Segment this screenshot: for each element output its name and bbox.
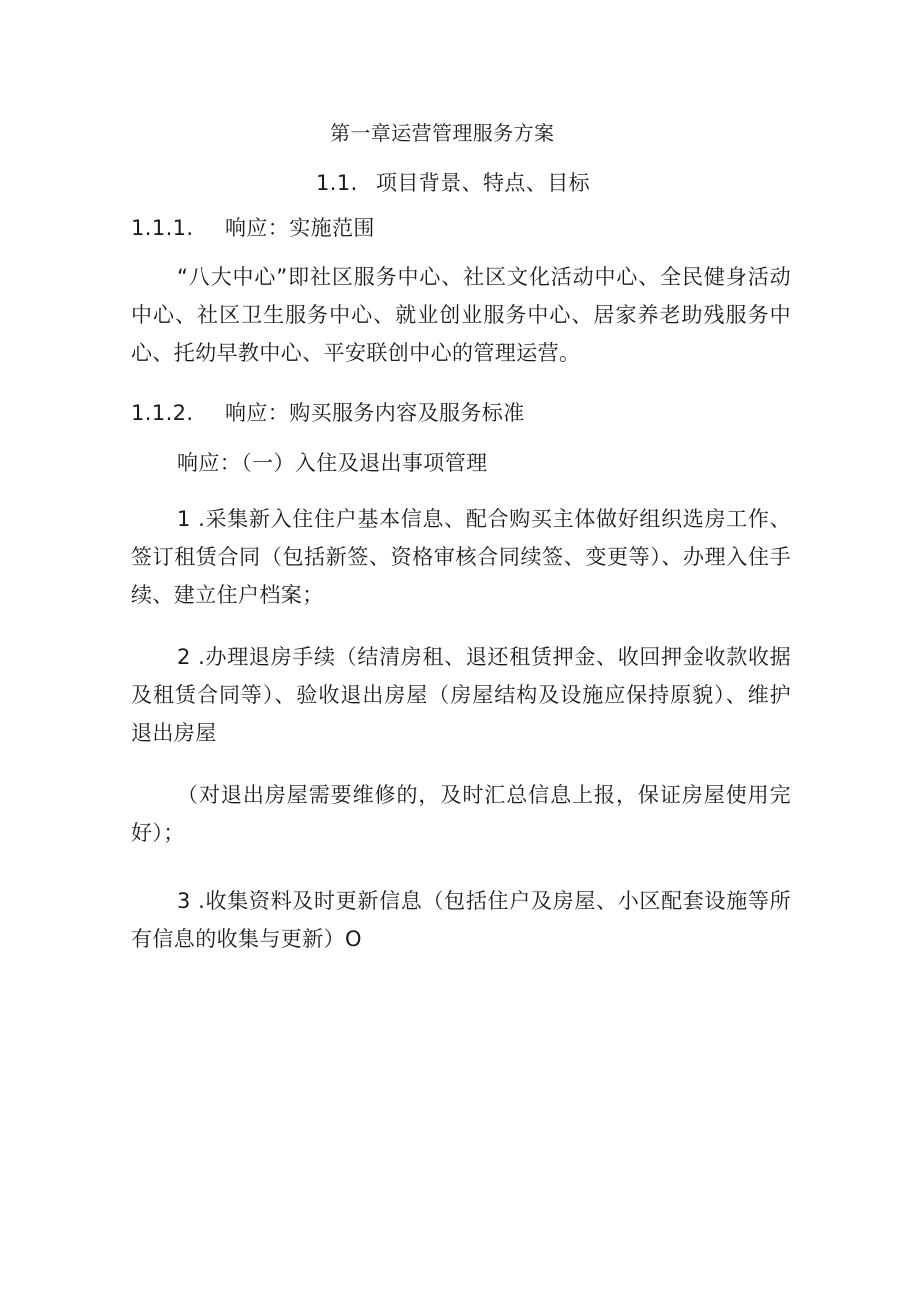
subsection-number-2: 1.1.2. <box>131 401 194 425</box>
section-heading <box>316 168 590 198</box>
list-item-1: 1 .采集新入住住户基本信息、配合购买主体做好组织选房工作、签订租赁合同（包括新签、资格审核合同续签、变更等）、办理入住手续、建立住户档案； <box>131 507 791 607</box>
list-item-2-note: （对退出房屋需要维修的，及时汇总信息上报，保证房屋使用完好）； <box>131 783 791 845</box>
subsection-number-1: 1.1.1. <box>131 216 194 240</box>
response-heading: 响应：（一）入住及退出事项管理 <box>177 451 488 475</box>
subsection-heading-1 <box>131 213 375 243</box>
list-item-3: 3 .收集资料及时更新信息（包括住户及房屋、小区配套设施等所有信息的收集与更新）O <box>131 889 791 951</box>
section-title: 项目背景、特点、目标 <box>376 171 590 195</box>
paragraph-scope: “八大中心”即社区服务中心、社区文化活动中心、全民健身活动中心、社区卫生服务中心、就业创业服务中心、居家养老助残服务中心、托幼早教中心、平安联创中心的管理运营。 <box>131 265 791 365</box>
subsection-title-2: 响应：购买服务内容及服务标准 <box>225 401 525 425</box>
subsection-title-1: 响应：实施范围 <box>225 216 375 240</box>
chapter-title: 第一章运营管理服务方案 <box>330 121 555 145</box>
section-number: 1.1. <box>316 171 358 195</box>
list-item-2: 2 .办理退房手续（结清房租、退还租赁押金、收回押金收款收据及租赁合同等）、验收退出房屋（房屋结构及设施应保持原貌）、维护退出房屋 <box>131 645 791 745</box>
subsection-heading-2 <box>131 398 525 428</box>
